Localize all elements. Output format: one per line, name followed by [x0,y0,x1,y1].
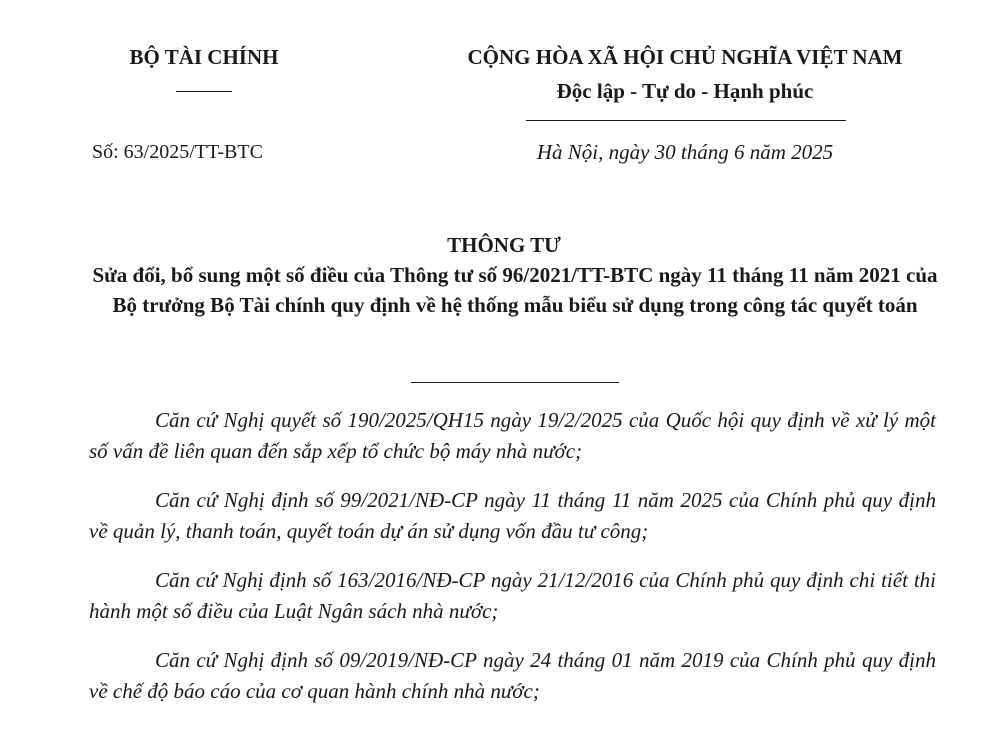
agency-underline [176,91,232,92]
legal-basis-section [89,405,936,725]
document-type: THÔNG TƯ [447,233,561,257]
legal-basis-paragraph: Căn cứ Nghị quyết số 190/2025/QH15 ngày 19/2/2025 của Quốc hội quy định về xử lý một số vấn đề liên quan đến sắp xếp tổ chức bộ máy nhà nước; [89,408,936,463]
legal-basis-paragraph: Căn cứ Nghị định số 09/2019/NĐ-CP ngày 24 tháng 01 năm 2019 của Chính phủ quy định về chế độ báo cáo của cơ quan hành chính nhà nước; [89,648,936,703]
national-motto: Độc lập - Tự do - Hạnh phúc [556,79,814,103]
legal-basis-paragraph: Căn cứ Nghị định số 163/2016/NĐ-CP ngày 21/12/2016 của Chính phủ quy định chi tiết thi hành một số điều của Luật Ngân sách nhà nước; [89,568,936,623]
motto-underline [526,120,846,121]
title-underline [411,382,619,383]
document-title: Sửa đổi, bổ sung một số điều của Thông tư số 96/2021/TT-BTC ngày 11 tháng 11 năm 2021 của Bộ trưởng Bộ Tài chính quy định về hệ thống mẫu biểu sử dụng trong công tác quyết toán [92,263,938,317]
place-and-date: Hà Nội, ngày 30 tháng 6 năm 2025 [536,140,834,164]
issuing-agency: BỘ TÀI CHÍNH [129,45,279,69]
legal-basis-paragraph: Căn cứ Nghị định số 99/2021/NĐ-CP ngày 11 tháng 11 năm 2025 của Chính phủ quy định về quản lý, thanh toán, quyết toán dự án sử dụng vốn đầu tư công; [89,488,936,543]
document-number: Số: 63/2025/TT-BTC [92,141,263,163]
national-title: CỘNG HÒA XÃ HỘI CHỦ NGHĨA VIỆT NAM [467,45,903,69]
